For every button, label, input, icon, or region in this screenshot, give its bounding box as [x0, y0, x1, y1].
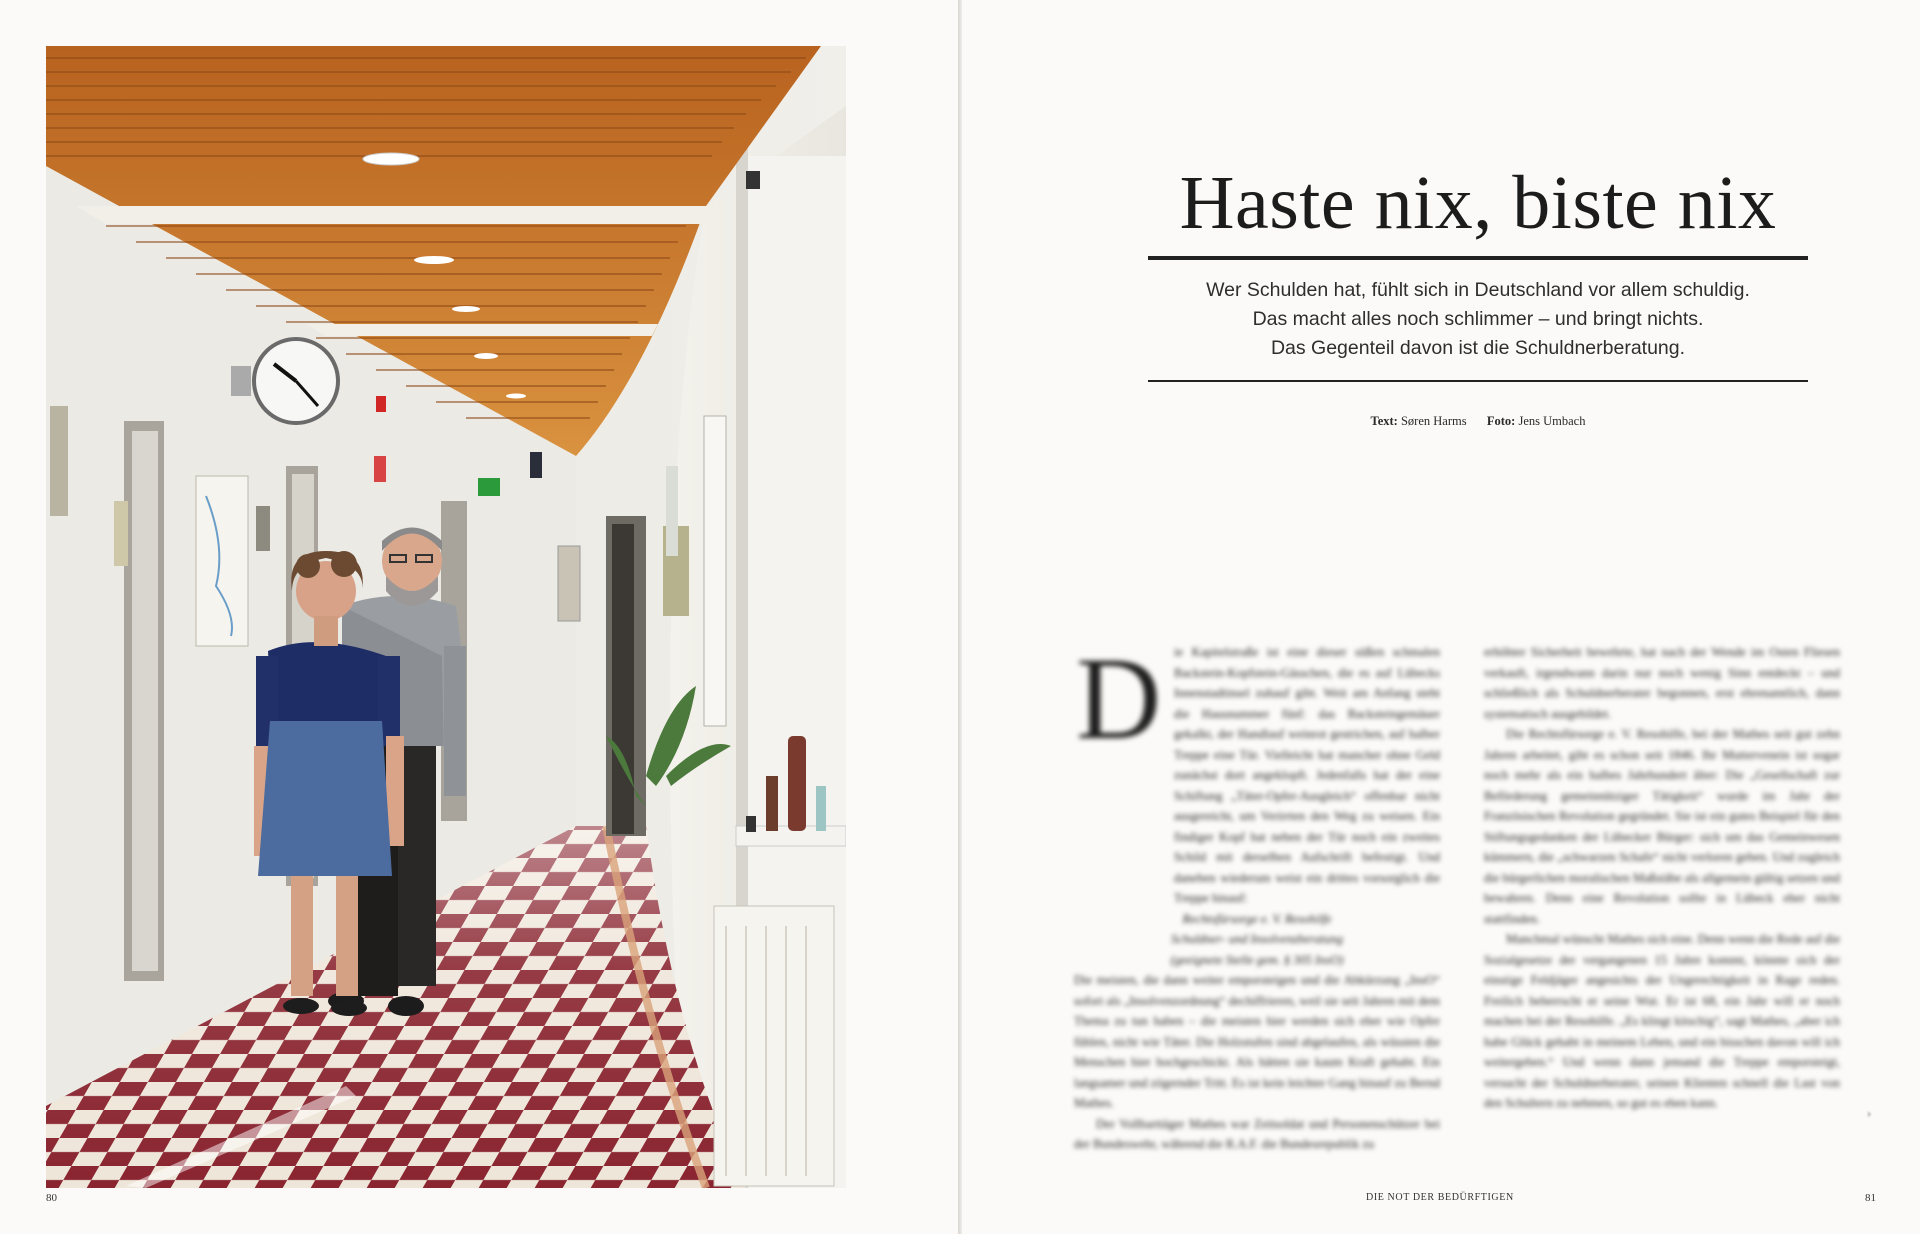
credit-photo-label: Foto: — [1486, 414, 1516, 428]
article-credits — [1148, 414, 1808, 429]
credit-photo-author: Jens Umbach — [1518, 414, 1586, 428]
body-column-2 — [1484, 642, 1840, 1114]
article-continue-icon: › — [1867, 1106, 1871, 1120]
page-number-left: 80 — [46, 1192, 57, 1204]
body-paragraph: Der Vollbarttäger Mathes war Zeitsoldat und Personenschützer bei der Bundeswehr, während die R.A.F. die Bundesrepublik zu — [1074, 1116, 1440, 1151]
dek-rule-bottom — [1148, 380, 1808, 382]
quote-line: Rechtsfürsorge e. V. Resohilfe — [1182, 911, 1332, 926]
dek-line: Das macht alles noch schlimmer – und bringt nichts. — [1252, 308, 1704, 330]
body-paragraph: ie Kapitelstraße ist eine dieser süßen schmalen Backstein-Kopfstein-Gässchen, die es auf Lübecks Innenstadtinsel zuhauf gibt. Weit am Anfang steht die Hausnummer fünf: das Backsteingemäuer gekalkt, der Handlauf weinrot gestrichen, auf halber Treppe eine Tür. Vielleicht hat mancher ohne Geld zunächst dort angeklopft. Jedenfalls hat der eine Schiftung „Täter-Opfer-Ausgleich“ offenbar nicht ausgereicht, um Verirrten den Weg zu weisen. Ein findiger Kopf hat neben der Tür noch ein zweites Schild mit derselben Aufschrift befestigt. Und daneben wiederum weist ein drittes vorsorglich die Treppe hinauf: — [1174, 645, 1440, 905]
right-page — [962, 0, 1920, 1234]
body-column-1 — [1074, 633, 1440, 1155]
drop-cap: D — [1076, 633, 1162, 764]
body-paragraph: Manchmal wünscht Mathes sich eine. Denn wenn die Rede auf die Sozialgesetze der vergangenen 15 Jahre kommt, könnte sich der einstige Feldjäger angesichts der Ungerechtigkeit in Rage reden. Freilich beherrscht er seine Wut. Er ist 68, ein Jahr will er noch machen bei der Resohilfe. „Es klingt kitschig“, sagt Mathes, „aber ich habe Glück gehabt in meinem Leben, und ein bisschen davon will ich weitergeben.“ Und wenn dann jemand die Treppe emporsteigt, versucht der Schuldnerberater, seinen Klienten schnell die Last von den Schultern zu nehmen, so gut es eben kann. — [1484, 932, 1840, 1110]
quote-line: (geeignete Stelle gem. § 305 InsO) — [1170, 952, 1344, 967]
photo-two-people-hallway-icon — [46, 46, 846, 1188]
article-headline: Haste nix, biste nix — [1179, 161, 1777, 245]
dek-line: Wer Schulden hat, fühlt sich in Deutschland vor allem schuldig. — [1206, 279, 1750, 301]
body-paragraph: Die meisten, die dann weiter emporsteigen und die Abkürzung „InsO“ sofort als „Insolvenzordnung“ dechiffrieren, weil sie seit Jahren mit dem Thema zu tun haben – die meisten hier werden sich eher wie Opfer fühlen, nicht wie Täter. Die Holzstufen sind abgelaufen, als wüssten die Menschen hier hochgeschickt. Als hätten sie kaum Kraft gehabt. Ein langsamer und zögernder Tritt. Es ist kein leichter Gang hinauf zu Bernd Mathes. — [1074, 973, 1440, 1110]
left-page — [0, 0, 958, 1234]
credit-text-label: Text: — [1370, 414, 1398, 428]
running-head: DIE NOT DER BEDÜRFTIGEN — [1366, 1192, 1514, 1203]
credit-text-author: Søren Harms — [1400, 414, 1467, 428]
page-number-right: 81 — [1865, 1192, 1876, 1204]
hallway-photo — [46, 46, 846, 1188]
article-dek — [1148, 276, 1808, 363]
headline-rule-top — [1148, 256, 1808, 260]
body-paragraph: Die Rechtsfürsorge e. V. Resohilfe, bei der Mathes seit gut zehn Jahren arbeitet, gibt es schon seit 1846. Ihr Muttervenein ist sogar noch mehr als ein halbes Jahrhundert älter: Die „Gesellschaft zur Beförderung gemeinnütziger Tätigkeit“ wurde im Jahr der Französischen Revolution gegründet. Sie ist ein gutes Beispiel für den Stiftungsgedanken der Lübecker Bürger: sich um das Gemeinwesen kümmern, die „schwarzen Schafe“ nicht verloren geben. Und zugleich die bürgerlichen moralischen Maßstäbe als allgemein gültig setzen und bewahren. Denn eine Revolution sollte in Lübeck eher nicht stattfinden. — [1484, 727, 1840, 926]
body-paragraph: erhöhter Sicherheit bewehrte, hat nach der Wende im Osten Fliesen verkauft, irgendwann darin nur noch wenig Sinn entdeckt – und schließlich als Schuldnerberater begonnen, erst ehrenamtlich, dann systematisch ausgebildet. — [1484, 645, 1840, 721]
quote-line: Schuldner- und Insolvenzberatung — [1171, 932, 1343, 946]
dek-line: Das Gegenteil davon ist die Schuldnerberatung. — [1270, 337, 1686, 359]
